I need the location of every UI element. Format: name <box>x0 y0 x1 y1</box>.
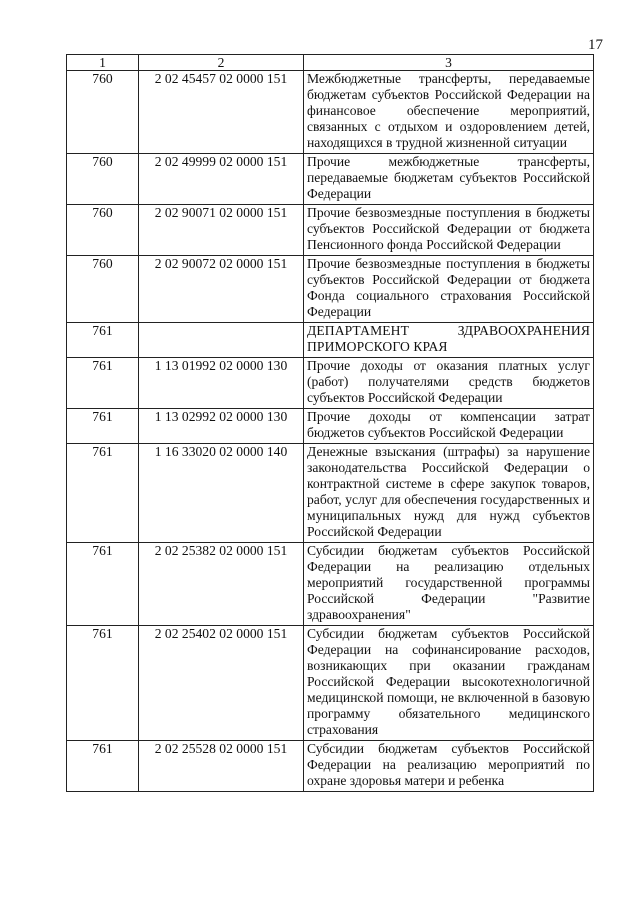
table-row <box>67 205 594 256</box>
description-cell: Субсидии бюджетам субъектов Российской Федерации на реализацию отдельных мероприятий государственной программы Российской Федерации "Развитие здравоохранения" <box>304 543 594 626</box>
classification-code-cell: 1 13 01992 02 0000 130 <box>139 358 304 409</box>
admin-code-cell: 761 <box>67 358 139 409</box>
description-cell: Субсидии бюджетам субъектов Российской Федерации на реализацию мероприятий по охране здоровья матери и ребенка <box>304 741 594 792</box>
admin-code-cell: 760 <box>67 205 139 256</box>
description-cell: Прочие безвозмездные поступления в бюджеты субъектов Российской Федерации от бюджета Фонда социального страхования Российской Федерации <box>304 256 594 323</box>
header-row <box>67 55 594 71</box>
table-row <box>67 409 594 444</box>
admin-code-cell: 761 <box>67 543 139 626</box>
classification-code-cell: 2 02 25528 02 0000 151 <box>139 741 304 792</box>
table-row <box>67 626 594 741</box>
description-cell: Прочие доходы от компенсации затрат бюджетов субъектов Российской Федерации <box>304 409 594 444</box>
admin-code-cell: 761 <box>67 409 139 444</box>
classification-code-cell: 2 02 90072 02 0000 151 <box>139 256 304 323</box>
description-cell: Прочие межбюджетные трансферты, передаваемые бюджетам субъектов Российской Федерации <box>304 154 594 205</box>
classification-code-cell: 2 02 49999 02 0000 151 <box>139 154 304 205</box>
column-header-description: 3 <box>304 55 594 71</box>
admin-code-cell: 761 <box>67 444 139 543</box>
classification-code-cell: 2 02 45457 02 0000 151 <box>139 71 304 154</box>
classification-code-cell: 2 02 90071 02 0000 151 <box>139 205 304 256</box>
table-row <box>67 543 594 626</box>
classification-code-cell: 2 02 25402 02 0000 151 <box>139 626 304 741</box>
table-row <box>67 444 594 543</box>
classification-code-cell <box>139 323 304 358</box>
admin-code-cell: 761 <box>67 626 139 741</box>
table-row-department <box>67 323 594 358</box>
description-cell: Прочие безвозмездные поступления в бюджеты субъектов Российской Федерации от бюджета Пенсионного фонда Российской Федерации <box>304 205 594 256</box>
table-body <box>67 71 594 792</box>
description-cell: Межбюджетные трансферты, передаваемые бюджетам субъектов Российской Федерации на финансовое обеспечение мероприятий, связанных с отдыхом и оздоровлением детей, находящихся в трудной жизненной ситуации <box>304 71 594 154</box>
description-cell: Денежные взыскания (штрафы) за нарушение законодательства Российской Федерации о контрактной системе в сфере закупок товаров, работ, услуг для обеспечения государственных и муниципальных нужд для нужд субъектов Российской Федерации <box>304 444 594 543</box>
classification-code-cell: 1 13 02992 02 0000 130 <box>139 409 304 444</box>
table-row <box>67 741 594 792</box>
admin-code-cell: 761 <box>67 323 139 358</box>
table-row <box>67 71 594 154</box>
department-heading-cell: ДЕПАРТАМЕНТ ЗДРАВООХРАНЕНИЯ ПРИМОРСКОГО КРАЯ <box>304 323 594 358</box>
admin-code-cell: 760 <box>67 71 139 154</box>
table-row <box>67 358 594 409</box>
column-header-admin: 1 <box>67 55 139 71</box>
table-row <box>67 256 594 323</box>
admin-code-cell: 761 <box>67 741 139 792</box>
classification-code-cell: 1 16 33020 02 0000 140 <box>139 444 304 543</box>
column-header-code: 2 <box>139 55 304 71</box>
budget-revenue-table <box>66 54 594 792</box>
classification-code-cell: 2 02 25382 02 0000 151 <box>139 543 304 626</box>
page-number: 17 <box>588 37 603 53</box>
table-header <box>67 55 594 71</box>
description-cell: Субсидии бюджетам субъектов Российской Федерации на софинансирование расходов, возникающих при оказании гражданам Российской Федерации высокотехнологичной медицинской помощи, не включенной в базовую программу обязательного медицинского страхования <box>304 626 594 741</box>
table-row <box>67 154 594 205</box>
admin-code-cell: 760 <box>67 256 139 323</box>
description-cell: Прочие доходы от оказания платных услуг (работ) получателями средств бюджетов субъектов Российской Федерации <box>304 358 594 409</box>
admin-code-cell: 760 <box>67 154 139 205</box>
